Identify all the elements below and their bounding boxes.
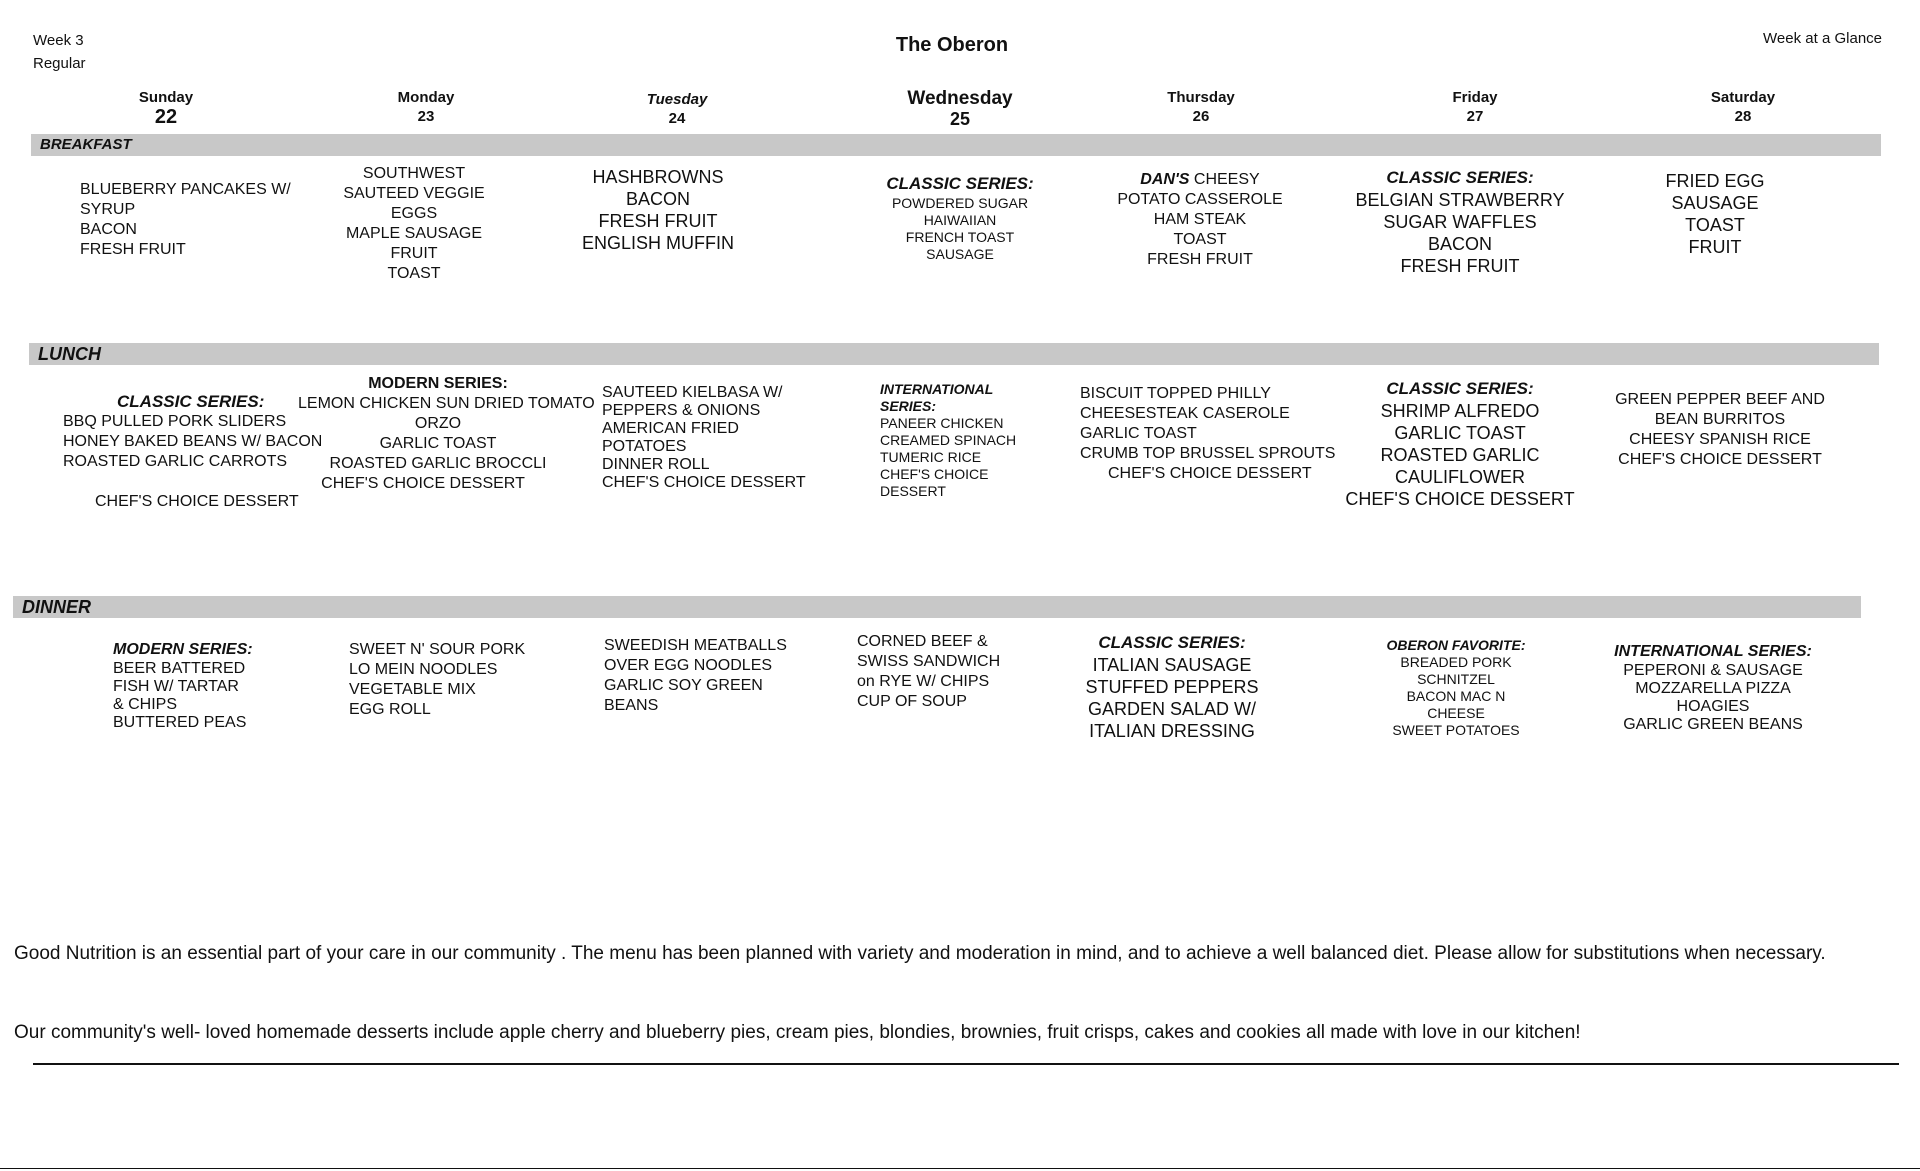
menu-line: PEPERONI & SAUSAGE bbox=[1623, 662, 1803, 679]
menu-line: ROASTED GARLIC CARROTS bbox=[63, 453, 288, 470]
day-date: 24 bbox=[668, 110, 686, 127]
day-date: 22 bbox=[154, 106, 178, 128]
menu-line: PEPPERS & ONIONS bbox=[602, 402, 761, 419]
menu-line: FISH W/ TARTAR bbox=[113, 678, 239, 695]
menu-line: GREEN PEPPER BEEF AND bbox=[1615, 391, 1825, 408]
menu-line: CHEESY SPANISH RICE bbox=[1629, 431, 1811, 448]
menu-line: BACON MAC N bbox=[1406, 688, 1506, 704]
menu-line: LEMON CHICKEN SUN DRIED TOMATO bbox=[298, 395, 595, 412]
menu-line: FRUIT bbox=[390, 245, 438, 262]
menu-line: GARLIC TOAST bbox=[379, 435, 497, 452]
menu-line: CHEF'S CHOICE DESSERT bbox=[1108, 465, 1312, 482]
menu-line: BEANS bbox=[604, 697, 659, 714]
menu-line: SAUSAGE bbox=[1671, 193, 1759, 213]
menu-line: FRESH FRUIT bbox=[80, 241, 186, 258]
dinner-thursday bbox=[1062, 632, 1282, 742]
desserts-note: Our community's well- loved homemade desserts include apple cherry and blueberry pies, cream pies, blondies, brownies, fruit crisps, cakes and cookies all made with love in our kitchen! bbox=[14, 1022, 1581, 1043]
menu-line: SWEEDISH MEATBALLS bbox=[604, 637, 787, 654]
menu-line: POTATO CASSEROLE bbox=[1117, 191, 1283, 208]
menu-line: HAM STEAK bbox=[1153, 211, 1247, 228]
menu-line: CHEF'S CHOICE DESSERT bbox=[321, 475, 525, 492]
menu-line: BACON bbox=[1427, 234, 1492, 254]
menu-line: FRESH FRUIT bbox=[1147, 251, 1253, 268]
lunch-thursday bbox=[1080, 384, 1336, 484]
menu-line: BREADED PORK bbox=[1400, 654, 1512, 670]
menu-line: GARLIC TOAST bbox=[1080, 425, 1197, 442]
menu-line: BISCUIT TOPPED PHILLY bbox=[1080, 385, 1271, 402]
menu-line: CHEESE bbox=[1427, 705, 1485, 721]
menu-line: & CHIPS bbox=[113, 696, 178, 713]
menu-line: LO MEIN NOODLES bbox=[349, 661, 498, 678]
menu-line: BUTTERED PEAS bbox=[113, 714, 247, 731]
menu-line: FRESH FRUIT bbox=[1400, 256, 1520, 276]
menu-line: SAUSAGE bbox=[926, 246, 994, 262]
menu-line: GARLIC GREEN BEANS bbox=[1623, 716, 1803, 733]
menu-line: FRESH FRUIT bbox=[598, 211, 718, 231]
footer-divider bbox=[33, 1063, 1899, 1065]
dinner-sunday bbox=[113, 640, 293, 732]
breakfast-monday bbox=[304, 164, 524, 284]
lunch-saturday bbox=[1600, 390, 1840, 470]
menu-line: SWISS SANDWICH bbox=[857, 653, 1001, 670]
menu-line: CHEESESTEAK CASEROLE bbox=[1080, 405, 1290, 422]
dinner-wednesday bbox=[857, 632, 1057, 712]
menu-line: POWDERED SUGAR bbox=[891, 195, 1029, 211]
menu-line: OVER EGG NOODLES bbox=[604, 657, 773, 674]
menu-line: TOAST bbox=[387, 265, 441, 282]
menu-line: HASHBROWNS bbox=[592, 167, 724, 187]
menu-line: CHEF'S CHOICE DESSERT bbox=[95, 493, 299, 510]
menu-line: SHRIMP ALFREDO bbox=[1380, 401, 1540, 421]
menu-line: BACON bbox=[625, 189, 690, 209]
menu-line: CHEF'S CHOICE bbox=[880, 466, 989, 482]
section-label: LUNCH bbox=[38, 344, 101, 364]
menu-line: GARDEN SALAD W/ bbox=[1087, 699, 1257, 719]
menu-line: CRUMB TOP BRUSSEL SPROUTS bbox=[1080, 445, 1336, 462]
menu-line: MOZZARELLA PIZZA bbox=[1635, 680, 1791, 697]
lunch-sunday bbox=[63, 392, 323, 512]
lunch-friday bbox=[1340, 378, 1580, 510]
menu-line: DESSERT bbox=[880, 483, 946, 499]
day-date: 23 bbox=[417, 108, 435, 125]
menu-line: HONEY BAKED BEANS W/ BACON bbox=[63, 433, 323, 450]
dinner-tuesday bbox=[604, 636, 814, 716]
breakfast-tuesday bbox=[548, 166, 768, 254]
section-label: BREAKFAST bbox=[40, 136, 132, 153]
day-name: Saturday bbox=[1710, 89, 1776, 106]
day-name: Thursday bbox=[1167, 89, 1235, 106]
menu-line: STUFFED PEPPERS bbox=[1085, 677, 1259, 697]
day-header-thursday bbox=[1101, 88, 1301, 126]
day-name: Tuesday bbox=[646, 91, 708, 108]
menu-line: EGGS bbox=[390, 205, 438, 222]
breakfast-sunday bbox=[80, 180, 310, 260]
menu-text: CHEESY bbox=[1193, 171, 1260, 188]
menu-line: PANEER CHICKEN bbox=[880, 415, 1004, 431]
menu-line: FRUIT bbox=[1688, 237, 1742, 257]
lunch-wednesday bbox=[880, 381, 1017, 500]
series-label: CLASSIC SERIES: bbox=[886, 174, 1034, 193]
plan-type: Regular bbox=[33, 55, 86, 72]
menu-line: SOUTHWEST bbox=[362, 165, 466, 182]
dinner-friday bbox=[1346, 637, 1566, 739]
menu-line: SUGAR WAFFLES bbox=[1383, 212, 1537, 232]
menu-line bbox=[1090, 170, 1310, 190]
menu-line: ENGLISH MUFFIN bbox=[581, 233, 734, 253]
page-bottom-border bbox=[0, 1168, 1920, 1169]
menu-line: DINNER ROLL bbox=[602, 456, 710, 473]
menu-line: CORNED BEEF & bbox=[857, 633, 988, 650]
nutrition-note: Good Nutrition is an essential part of your care in our community . The menu has been planned with variety and moderation in mind, and to achieve a well balanced diet. Please allow for substitutions when necessary. bbox=[14, 943, 1826, 964]
day-header-saturday bbox=[1643, 88, 1843, 126]
menu-line: SWEET POTATOES bbox=[1392, 722, 1520, 738]
week-number: Week 3 bbox=[33, 32, 84, 49]
series-label: INTERNATIONAL SERIES: bbox=[1614, 643, 1812, 660]
breakfast-thursday bbox=[1090, 170, 1310, 270]
menu-line: FRIED EGG bbox=[1665, 171, 1765, 191]
day-date: 26 bbox=[1192, 108, 1210, 125]
week-at-a-glance-label: Week at a Glance bbox=[1763, 30, 1882, 47]
day-date: 27 bbox=[1466, 108, 1484, 125]
day-header-wednesday bbox=[860, 88, 1060, 128]
menu-line: TOAST bbox=[1685, 215, 1745, 235]
menu-line: SYRUP bbox=[80, 201, 136, 218]
menu-line: ITALIAN DRESSING bbox=[1089, 721, 1255, 741]
day-header-tuesday bbox=[577, 90, 777, 128]
series-label: MODERN SERIES: bbox=[113, 641, 253, 658]
menu-line: TOAST bbox=[1173, 231, 1227, 248]
menu-line: SCHNITZEL bbox=[1417, 671, 1495, 687]
breakfast-friday bbox=[1350, 167, 1570, 277]
menu-line: POTATOES bbox=[602, 438, 687, 455]
menu-line: ITALIAN SAUSAGE bbox=[1092, 655, 1252, 675]
menu-line: SWEET N' SOUR PORK bbox=[349, 641, 526, 658]
menu-line: CREAMED SPINACH bbox=[880, 432, 1017, 448]
lunch-monday bbox=[298, 374, 595, 494]
lead-label: DAN'S bbox=[1140, 171, 1190, 188]
menu-line: GARLIC SOY GREEN bbox=[604, 677, 763, 694]
menu-line: CAULIFLOWER bbox=[1394, 467, 1526, 487]
day-name: Sunday bbox=[138, 89, 194, 106]
menu-line: CHEF'S CHOICE DESSERT bbox=[602, 474, 806, 491]
day-date: 28 bbox=[1734, 108, 1752, 125]
menu-line: SAUTEED KIELBASA W/ bbox=[602, 384, 783, 401]
menu-line: BACON bbox=[80, 221, 137, 238]
menu-line: GARLIC TOAST bbox=[1394, 423, 1526, 443]
menu-line: ROASTED GARLIC bbox=[1380, 445, 1540, 465]
menu-line: ORZO bbox=[414, 415, 462, 432]
series-label: INTERNATIONAL SERIES: bbox=[880, 381, 994, 414]
series-label: CLASSIC SERIES: bbox=[1386, 379, 1534, 398]
menu-line: MAPLE SAUSAGE bbox=[345, 225, 483, 242]
section-label: DINNER bbox=[22, 597, 92, 617]
breakfast-wednesday bbox=[850, 173, 1070, 265]
menu-line: AMERICAN FRIED bbox=[602, 420, 739, 437]
dinner-saturday bbox=[1598, 642, 1828, 734]
lunch-tuesday bbox=[602, 384, 842, 492]
menu-line: BLUEBERRY PANCAKES W/ bbox=[80, 181, 291, 198]
menu-line: VEGETABLE MIX bbox=[349, 681, 476, 698]
day-name: Wednesday bbox=[907, 88, 1013, 109]
day-date: 25 bbox=[949, 109, 971, 129]
day-header-monday bbox=[326, 88, 526, 126]
menu-line: on RYE W/ CHIPS bbox=[857, 673, 990, 690]
menu-line: HAIWAIIAN bbox=[923, 212, 997, 228]
day-name: Monday bbox=[397, 89, 455, 106]
menu-line: BBQ PULLED PORK SLIDERS bbox=[63, 413, 287, 430]
menu-line: BEER BATTERED bbox=[113, 660, 246, 677]
menu-line: BEAN BURRITOS bbox=[1654, 411, 1786, 428]
series-label: MODERN SERIES: bbox=[368, 375, 508, 392]
menu-line: SAUTEED VEGGIE bbox=[343, 185, 485, 202]
series-label: OBERON FAVORITE: bbox=[1386, 637, 1526, 653]
series-label: CLASSIC SERIES: bbox=[1386, 168, 1534, 187]
day-header-sunday bbox=[66, 88, 266, 126]
menu-line: CUP OF SOUP bbox=[857, 693, 967, 710]
dinner-monday bbox=[349, 640, 549, 720]
menu-line: FRENCH TOAST bbox=[905, 229, 1015, 245]
menu-line: TUMERIC RICE bbox=[880, 449, 982, 465]
menu-line: CHEF'S CHOICE DESSERT bbox=[1345, 489, 1575, 509]
menu-line: CHEF'S CHOICE DESSERT bbox=[1618, 451, 1822, 468]
section-band-dinner bbox=[13, 596, 1861, 618]
day-header-friday bbox=[1375, 88, 1575, 126]
series-label: CLASSIC SERIES: bbox=[117, 392, 265, 411]
menu-line: ROASTED GARLIC BROCCLI bbox=[329, 455, 547, 472]
menu-line: BELGIAN STRAWBERRY bbox=[1355, 190, 1565, 210]
breakfast-saturday bbox=[1605, 170, 1825, 258]
page-title: The Oberon bbox=[895, 34, 1009, 56]
series-label: CLASSIC SERIES: bbox=[1098, 633, 1246, 652]
menu-line bbox=[63, 472, 308, 492]
menu-line: EGG ROLL bbox=[349, 701, 431, 718]
day-name: Friday bbox=[1452, 89, 1498, 106]
section-band-breakfast bbox=[31, 134, 1881, 156]
menu-line: HOAGIES bbox=[1676, 698, 1750, 715]
section-band-lunch bbox=[29, 343, 1879, 365]
